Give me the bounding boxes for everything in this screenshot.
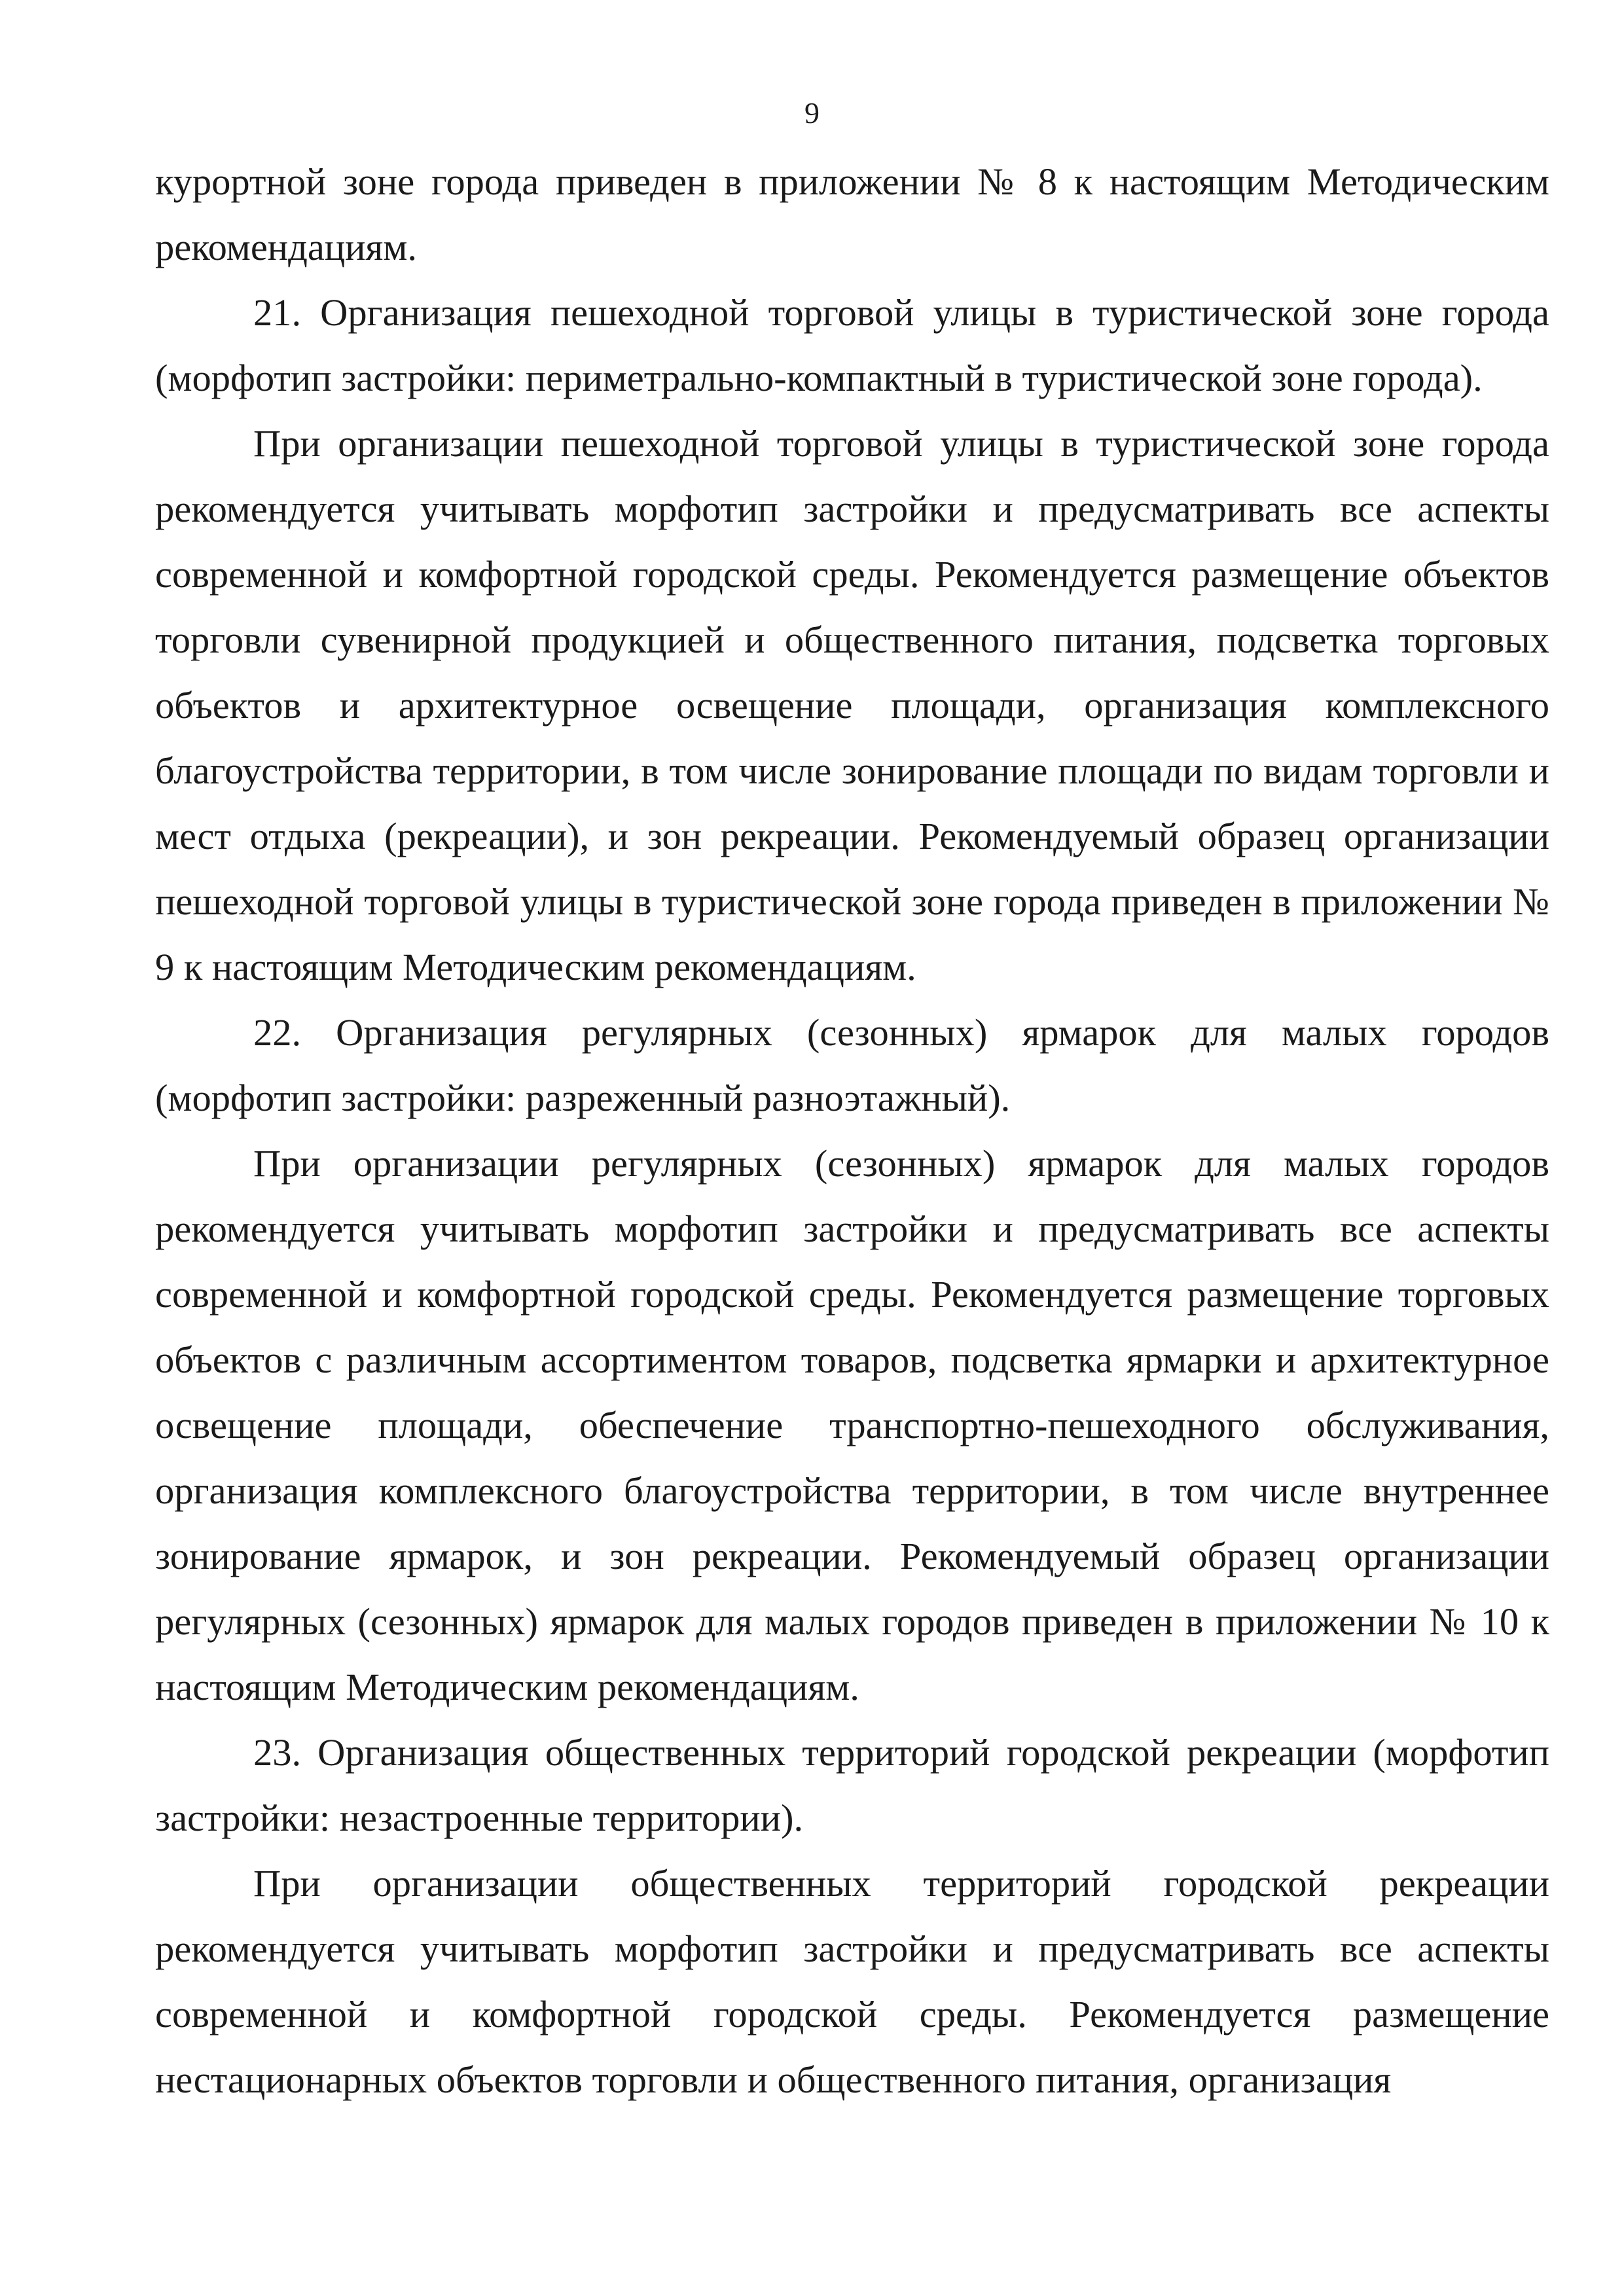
paragraph-item-23-body: При организации общественных территорий городской рекреации рекомендуется учитывать морфотип застройки и предусматривать все аспекты современной и комфортной городской среды. Рекомендуется размещение нестационарных объектов торговли и общественного питания, организация — [155, 1862, 1549, 2101]
paragraph-item-23-heading: 23. Организация общественных территорий городской рекреации (морфотип застройки: незастроенные территории). — [155, 1731, 1549, 1839]
paragraph-item-22-body: При организации регулярных (сезонных) ярмарок для малых городов рекомендуется учитывать морфотип застройки и предусматривать все аспекты современной и комфортной городской среды. Рекомендуется размещение торговых объектов с различным ассортиментом товаров, подсветка ярмарки и архитектурное освещение площади, обеспечение транспортно-пешеходного обслуживания, организация комплексного благоустройства территории, в том числе внутреннее зонирование ярмарок, и зон рекреации. Рекомендуемый образец организации регулярных (сезонных) ярмарок для малых городов приведен в приложении № 10 к настоящим Методическим рекомендациям. — [155, 1142, 1549, 1708]
paragraph-continuation: курортной зоне города приведен в приложении № 8 к настоящим Методическим рекомендациям. — [155, 160, 1549, 268]
paragraph-item-21-heading: 21. Организация пешеходной торговой улицы в туристической зоне города (морфотип застройки: периметрально-компактный в туристической зоне города). — [155, 291, 1549, 399]
paragraph-item-22-heading: 22. Организация регулярных (сезонных) ярмарок для малых городов (морфотип застройки: разреженный разноэтажный). — [155, 1011, 1549, 1119]
document-body — [155, 149, 1549, 2113]
paragraph-item-21-body: При организации пешеходной торговой улицы в туристической зоне города рекомендуется учитывать морфотип застройки и предусматривать все аспекты современной и комфортной городской среды. Рекомендуется размещение объектов торговли сувенирной продукцией и общественного питания, подсветка торговых объектов и архитектурное освещение площади, организация комплексного благоустройства территории, в том числе зонирование площади по видам торговли и мест отдыха (рекреации), и зон рекреации. Рекомендуемый образец организации пешеходной торговой улицы в туристической зоне города приведен в приложении № 9 к настоящим Методическим рекомендациям. — [155, 422, 1549, 988]
page-number: 9 — [804, 96, 820, 130]
